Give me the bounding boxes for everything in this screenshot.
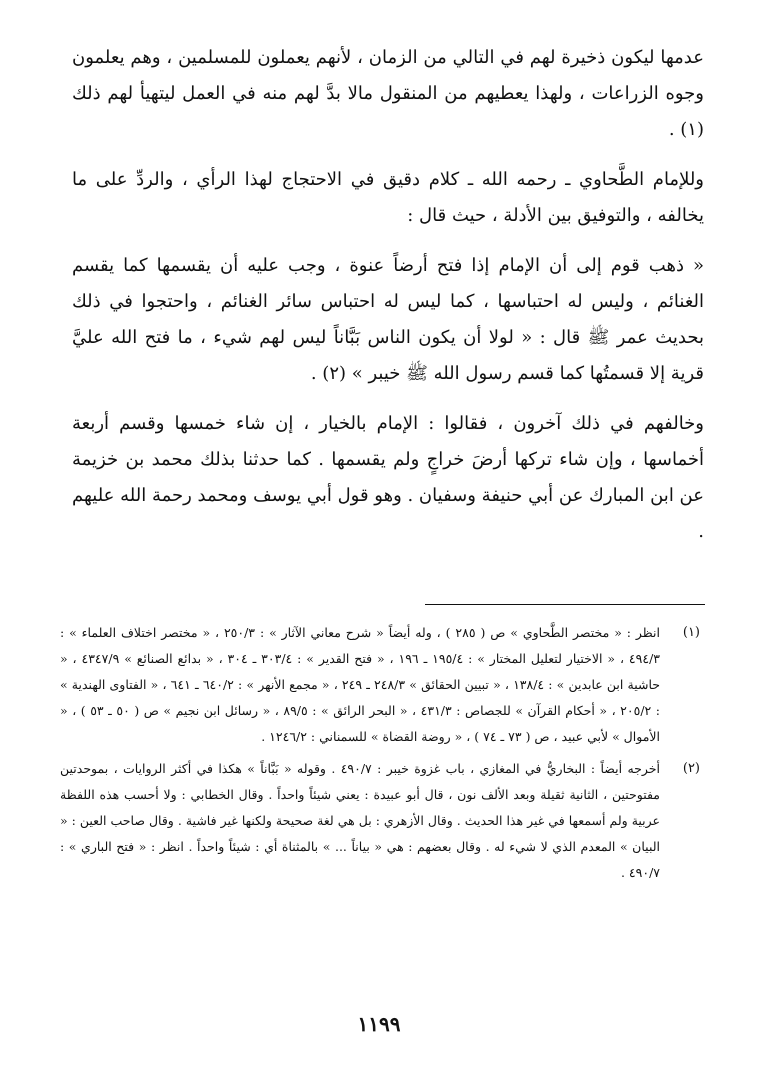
main-text [72, 40, 704, 564]
footnote-separator [425, 604, 705, 605]
footnote-text: أخرجه أيضاً : البخاريُّ في المغازي ، باب غزوة خيبر : ٤٩٠/٧ . وقوله « بَبَّاناً » هكذا في أكثر الروايات ، بموحدتين مفتوحتين ، الثانية ثقيلة وبعد الألف نون ، قال أبو عبيدة : يعني شيئاً واحداً . وقال الخطابي : ولا أحسب هذه اللفظة عربية ولم أسمعها في غير هذا الحديث . وقال الأزهري : بل هي لغة صحيحة ولكنها غير فاشية . وقال صاحب العين : « البيان » المعدم الذي لا شيء له . وقال بعضهم : هي « بياناً ... » بالمثناة أي : شيئاً واحداً . انظر : « فتح الباري » : ٤٩٠/٧ . [60, 761, 660, 880]
paragraph-4: وخالفهم في ذلك آخرون ، فقالوا : الإمام بالخيار ، إن شاء خمسها وقسم أربعة أخماسها ، وإن شاء تركها أرضَ خراجٍ ولم يقسمها . كما حدثنا بذلك محمد بن خزيمة عن ابن المبارك عن أبي حنيفة وسفيان . وهو قول أبي يوسف ومحمد رحمة الله عليهم . [72, 413, 704, 542]
footnote-number: (١) [682, 625, 700, 640]
paragraph-2: وللإمام الطَّحاوي ـ رحمه الله ـ كلام دقيق في الاحتجاج لهذا الرأي ، والردِّ على ما يخالفه ، والتوفيق بين الأدلة ، حيث قال : [72, 169, 704, 226]
page-number: ١١٩٩ [357, 1012, 401, 1036]
footnote-2 [60, 756, 700, 886]
paragraph-1: عدمها ليكون ذخيرة لهم في التالي من الزمان ، لأنهم يعملون للمسلمين ، وهم يعلمون وجوه الزراعات ، ولهذا يعطيهم من المنقول مالا بدَّ لهم منه في العمل ليتهيأ لهم ذلك (١) . [72, 47, 704, 140]
paragraph-3-quotation: « ذهب قوم إلى أن الإمام إذا فتح أرضاً عنوة ، وجب عليه أن يقسمها كما يقسم الغنائم ، وليس له احتباسها ، كما ليس له احتباس سائر الغنائم ، واحتجوا في ذلك بحديث عمر ﷺ قال : « لولا أن يكون الناس بَبَّاناً ليس لهم شيء ، ما فتح الله عليَّ قرية إلا قسمتُها كما قسم رسول الله ﷺ خيبر » (٢) . [72, 255, 704, 384]
footnote-1 [60, 620, 700, 750]
footnotes [60, 620, 700, 892]
footnote-text: انظر : « مختصر الطَّحاوي » ص ( ٢٨٥ ) ، وله أيضاً « شرح معاني الآثار » : ٢٥٠/٣ ، « مختصر اختلاف العلماء » : ٤٩٤/٣ ، « الاختيار لتعليل المختار » : ١٩٥/٤ ـ ١٩٦ ، « فتح القدير » : ٣٠٣/٤ ـ ٣٠٤ ، « بدائع الصنائع » ٤٣٤٧/٩ ، « حاشية ابن عابدين » : ١٣٨/٤ ، « تبيين الحقائق » ٢٤٨/٣ ـ ٢٤٩ ، « مجمع الأنهر » : ٦٤٠/٢ ـ ٦٤١ ، « الفتاوى الهندية » : ٢٠٥/٢ ، « أحكام القرآن » للجصاص : ٤٣١/٣ ، « البحر الرائق » : ٨٩/٥ ، « رسائل ابن نجيم » ص ( ٥٠ ـ ٥٣ ) ، « الأموال » لأبي عبيد ، ص ( ٧٣ ـ ٧٤ ) ، « روضة القضاة » للسمناني : ١٢٤٦/٢ . [60, 625, 661, 744]
footnote-number: (٢) [682, 761, 700, 776]
